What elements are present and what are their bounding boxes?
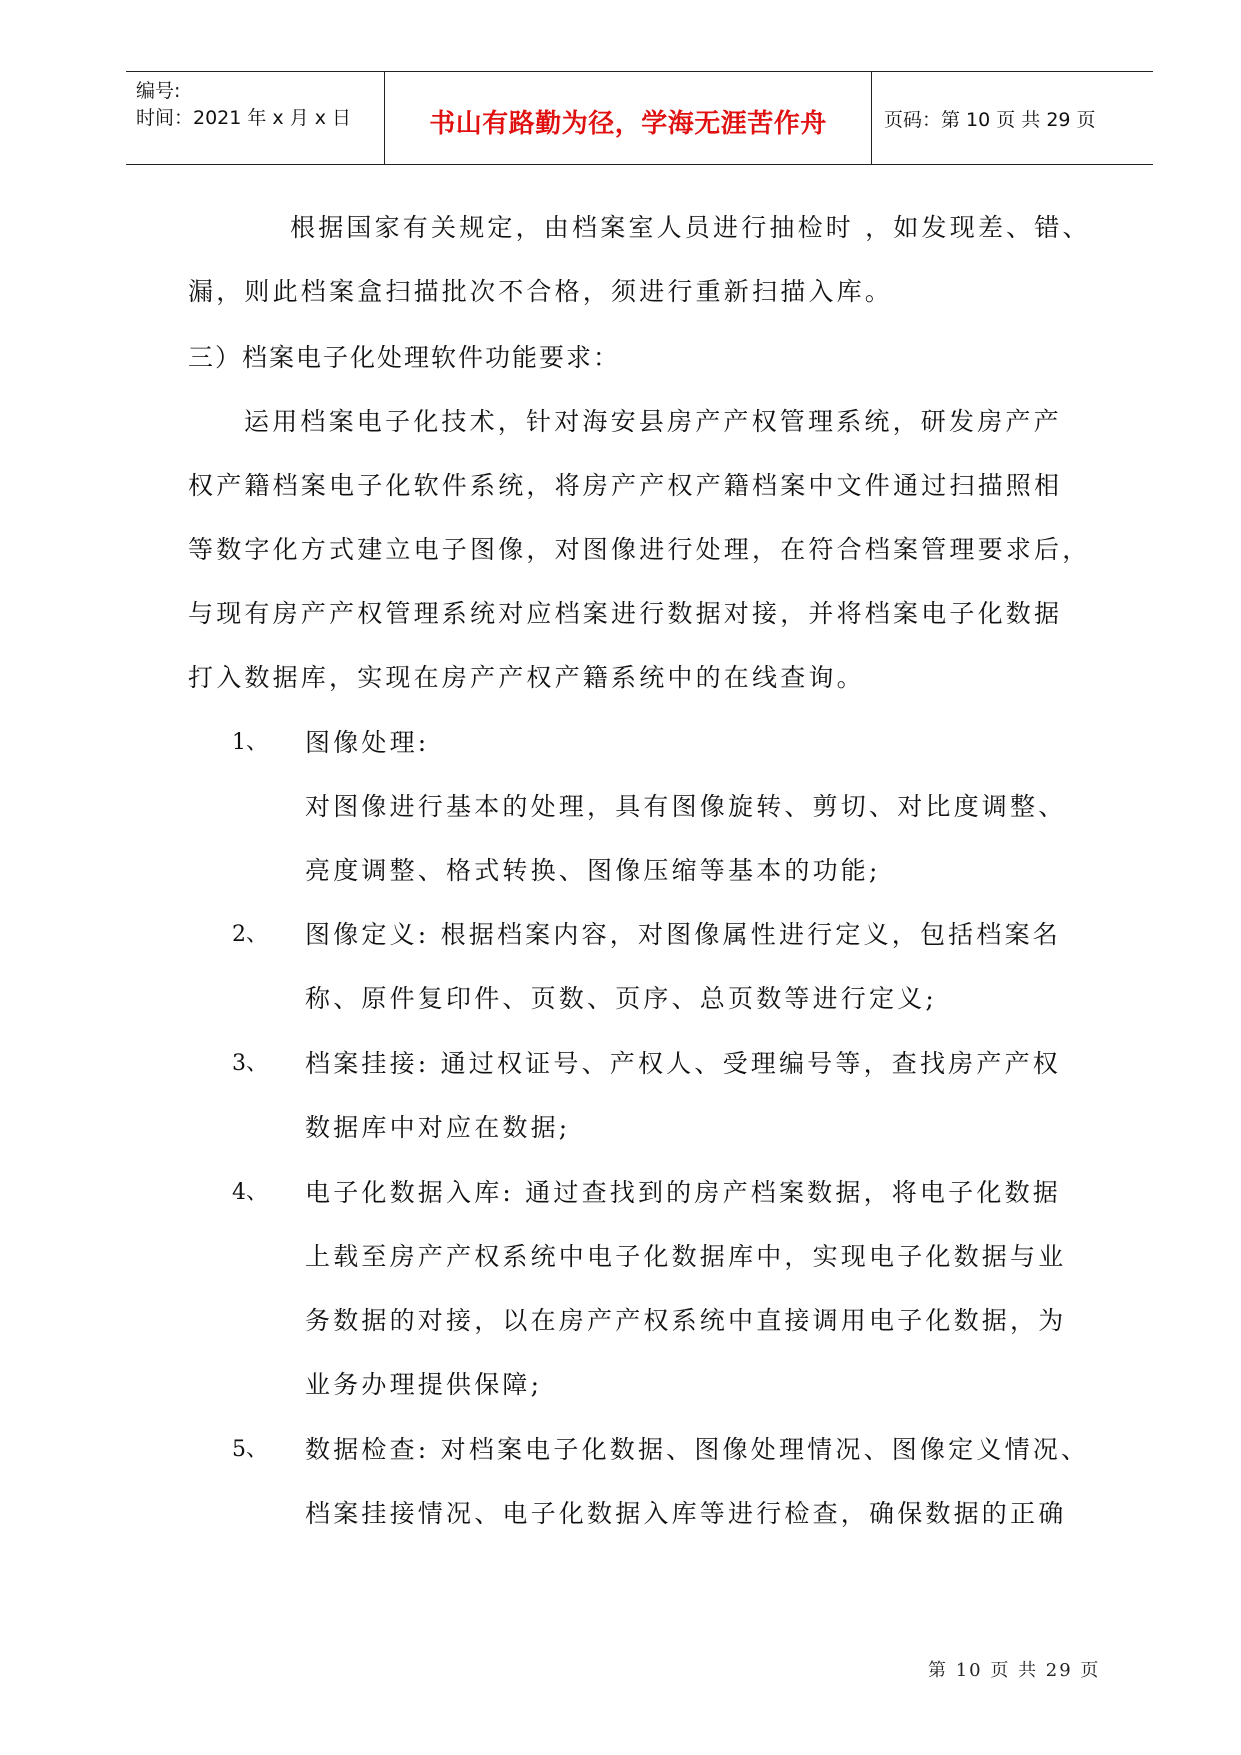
list-item-line: 务数据的对接，以在房产产权系统中直接调用电子化数据，为 xyxy=(305,1306,1067,1335)
list-item-line: 图像定义: 根据档案内容，对图像属性进行定义，包括档案名 xyxy=(305,920,1061,949)
list-item-line: 亮度调整、格式转换、图像压缩等基本的功能; xyxy=(305,856,881,885)
paragraph-line: 与现有房产产权管理系统对应档案进行数据对接，并将档案电子化数据 xyxy=(188,599,1063,628)
motto-text: 书山有路勤为径，学海无涯苦作舟 xyxy=(429,108,827,139)
list-item-line: 数据库中对应在数据; xyxy=(305,1113,571,1142)
header-page-label: 页码：第 10 页 共 29 页 xyxy=(884,108,1096,131)
page-header xyxy=(126,71,1153,165)
page-footer: 第 10 页 共 29 页 xyxy=(928,1660,1101,1681)
list-item-number: 2、 xyxy=(232,922,268,947)
list-item-number: 4、 xyxy=(232,1180,268,1205)
list-item-line: 数据检查: 对档案电子化数据、图像处理情况、图像定义情况、 xyxy=(305,1435,1090,1464)
section-title: 三）档案电子化处理软件功能要求： xyxy=(188,343,621,372)
time-label: 时间：2021 年 x 月 x 日 xyxy=(136,107,352,129)
list-item-line: 对图像进行基本的处理，具有图像旋转、剪切、对比度调整、 xyxy=(305,792,1067,821)
list-item-line: 图像处理: xyxy=(305,728,430,757)
header-meta xyxy=(126,72,384,164)
list-item-line: 称、原件复印件、页数、页序、总页数等进行定义; xyxy=(305,984,938,1013)
paragraph-line: 漏，则此档案盒扫描批次不合格，须进行重新扫描入库。 xyxy=(188,277,894,306)
list-item-line: 电子化数据入库: 通过查找到的房产档案数据，将电子化数据 xyxy=(305,1178,1061,1207)
paragraph-line: 权产籍档案电子化软件系统，将房产产权产籍档案中文件通过扫描照相 xyxy=(188,471,1063,500)
list-item-number: 1、 xyxy=(232,730,268,755)
number-label: 编号: xyxy=(136,80,181,102)
paragraph-line: 根据国家有关规定，由档案室人员进行抽检时 ，如发现差、错、 xyxy=(290,213,1091,242)
list-item-number: 3、 xyxy=(232,1051,268,1076)
list-item-number: 5、 xyxy=(232,1437,268,1462)
paragraph-line: 运用档案电子化技术，针对海安县房产产权管理系统，研发房产产 xyxy=(244,407,1062,436)
paragraph-line: 打入数据库，实现在房产产权产籍系统中的在线查询。 xyxy=(188,663,865,692)
list-item-line: 业务办理提供保障; xyxy=(305,1370,543,1399)
header-motto-cell xyxy=(384,72,872,164)
list-item-line: 档案挂接情况、电子化数据入库等进行检查，确保数据的正确 xyxy=(305,1499,1067,1528)
list-item-line: 上载至房产产权系统中电子化数据库中，实现电子化数据与业 xyxy=(305,1242,1067,1271)
list-item-line: 档案挂接: 通过权证号、产权人、受理编号等，查找房产产权 xyxy=(305,1049,1061,1078)
paragraph-line: 等数字化方式建立电子图像，对图像进行处理，在符合档案管理要求后， xyxy=(188,535,1091,564)
